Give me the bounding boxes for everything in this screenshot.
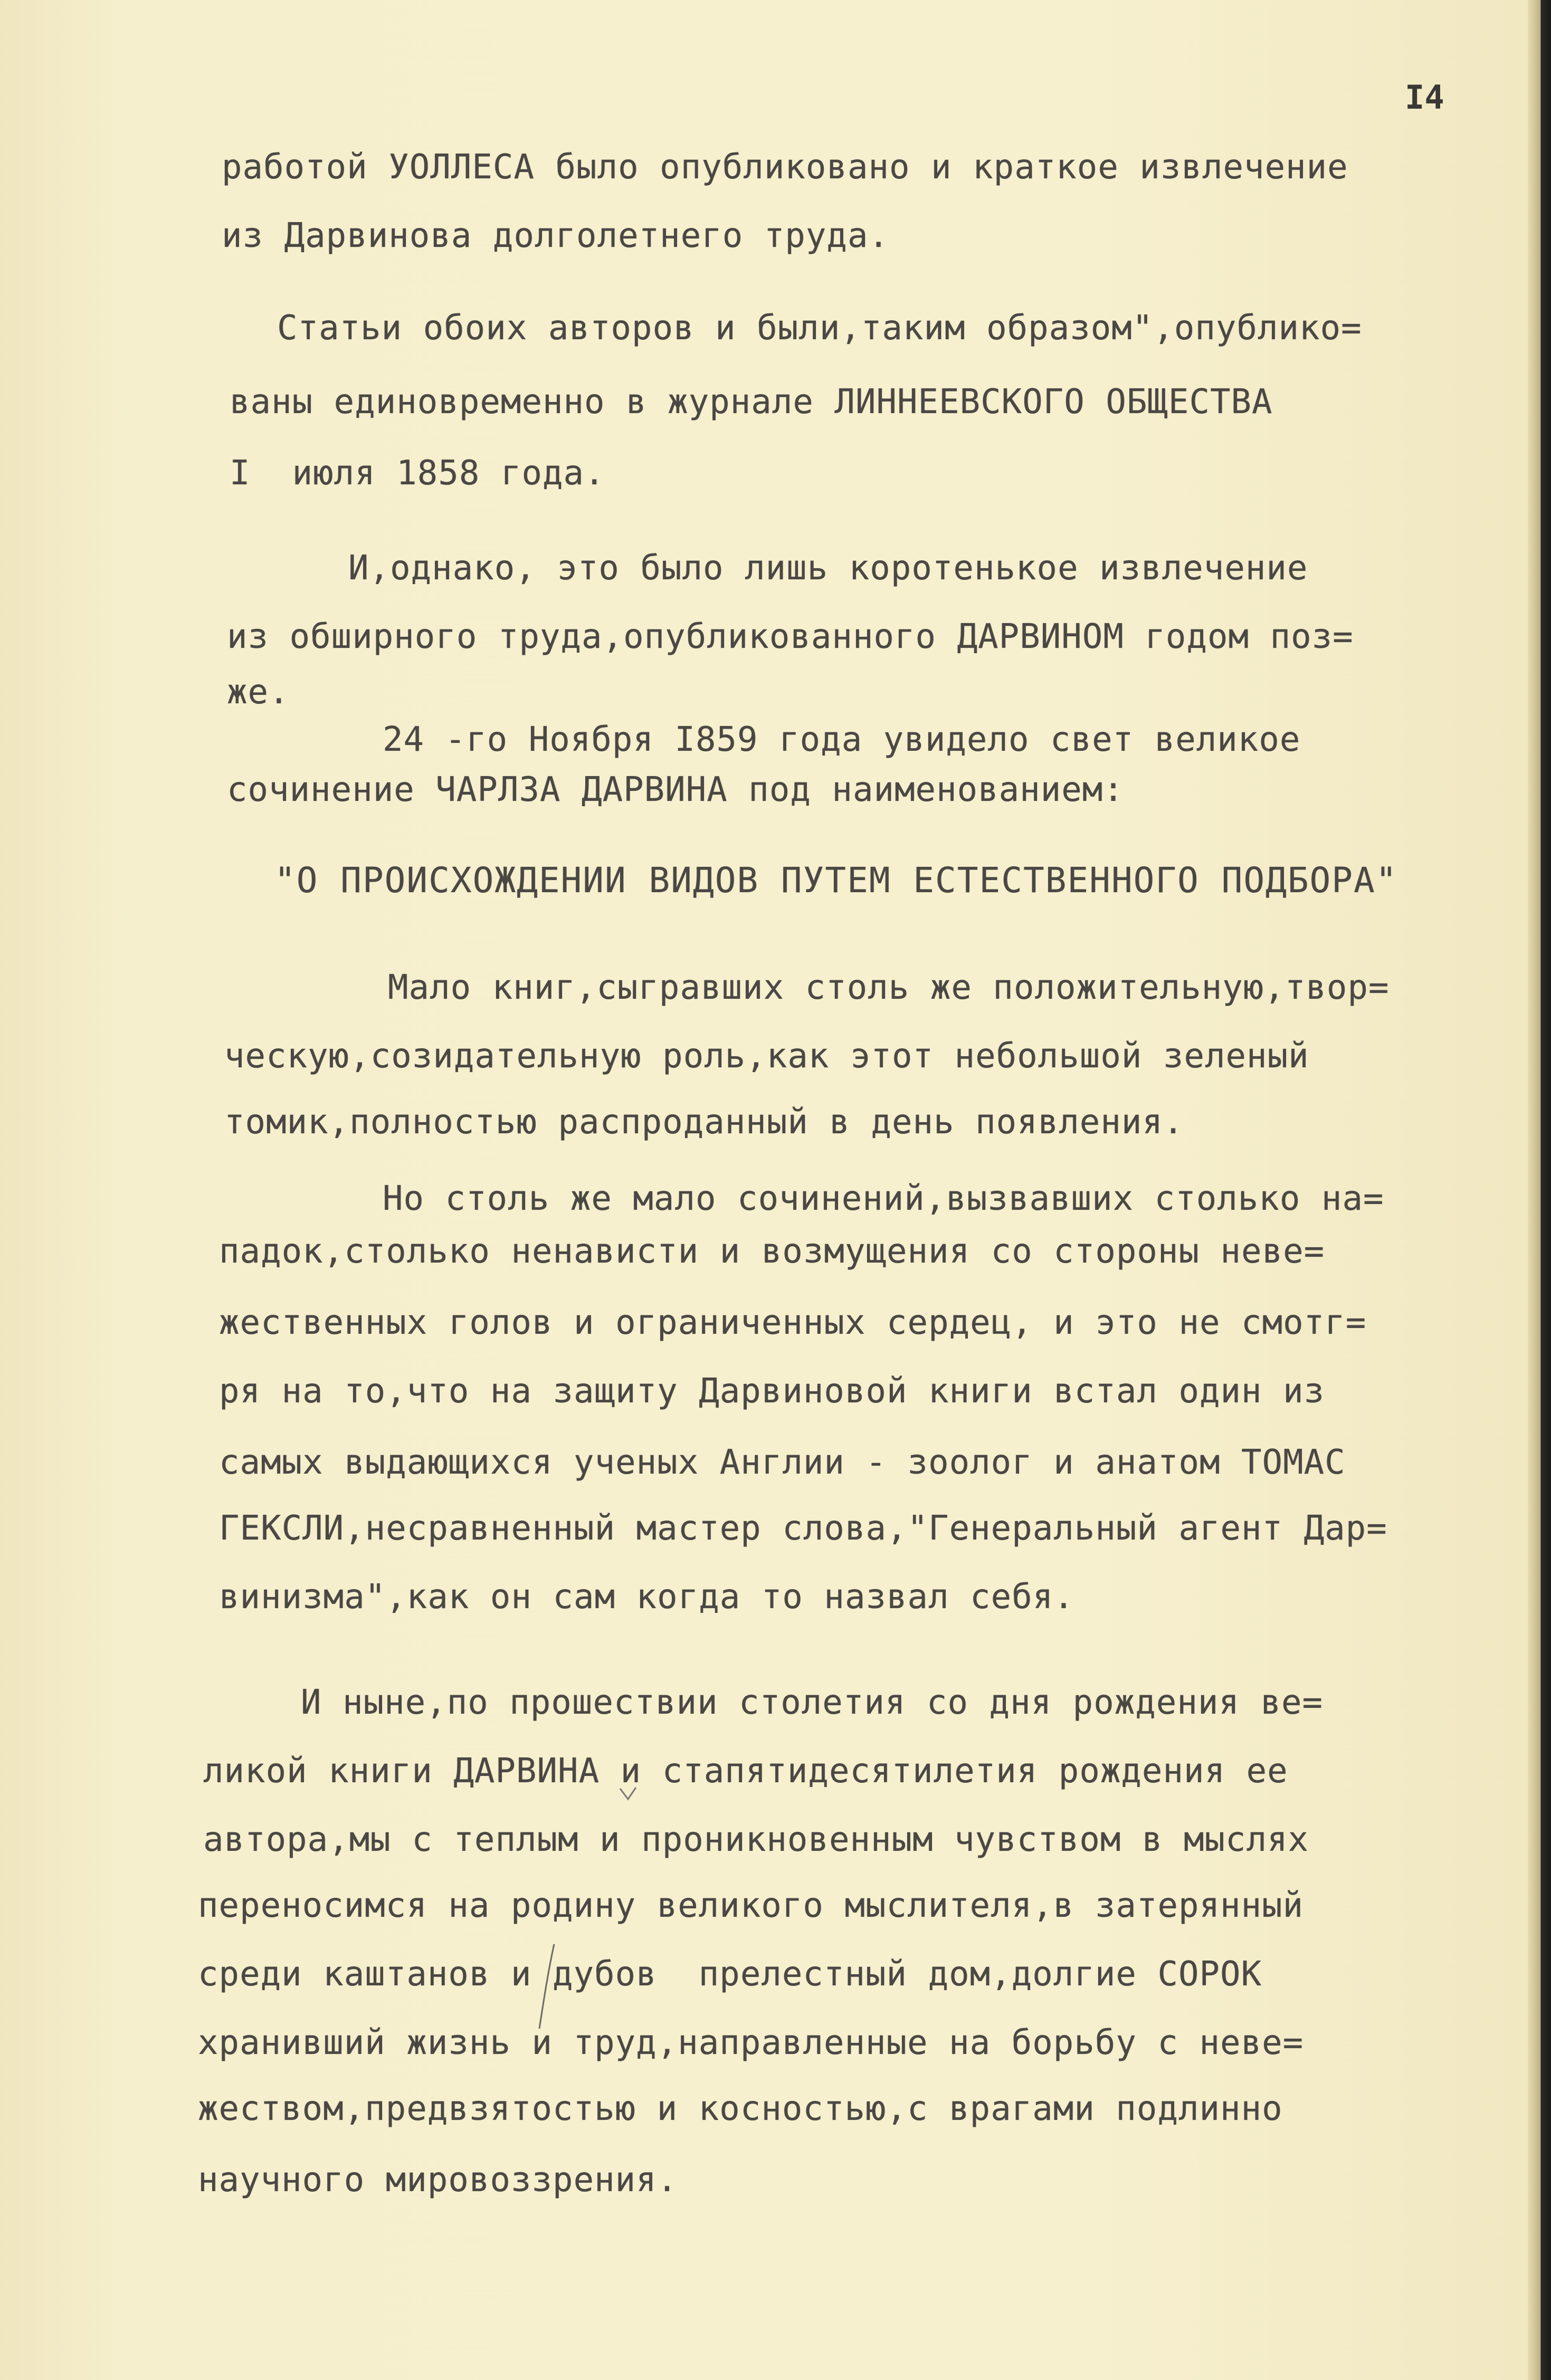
text-line: томик,полностью распроданный в день появления. <box>224 1103 1184 1142</box>
pencil-tick-mark <box>617 1783 639 1804</box>
page-binding-edge <box>1528 0 1551 2380</box>
text-line: автора,мы с теплым и проникновенным чувством в мыслях <box>203 1820 1309 1859</box>
text-line: I июля 1858 года. <box>230 454 605 493</box>
text-line: из обширного труда,опубликованного ДАРВИНОМ годом поз= <box>227 617 1354 656</box>
text-line: самых выдающихся ученых Англии - зоолог и анатом ТОМАС <box>219 1443 1346 1482</box>
text-line: 24 -го Ноября I859 года увидело свет великое <box>383 720 1301 759</box>
text-line: ваны единовременно в журнале ЛИННЕЕВСКОГО ОБЩЕСТВА <box>230 383 1273 422</box>
text-line: Мало книг,сыгравших столь же положительную,твор= <box>388 968 1390 1007</box>
text-line: научного мировоззрения. <box>198 2161 678 2200</box>
text-line: жественных голов и ограниченных сердец, и это не смотг= <box>219 1303 1367 1342</box>
text-line: И ныне,по прошествии столетия со дня рождения ве= <box>301 1683 1324 1722</box>
text-line: винизма",как он сам когда то назвал себя. <box>219 1578 1074 1617</box>
text-line: ря на то,что на защиту Дарвиновой книги встал один из <box>219 1372 1325 1411</box>
text-line: падок,столько ненависти и возмущения со стороны неве= <box>219 1232 1325 1271</box>
text-line: же. <box>227 673 290 712</box>
text-line: сочинение ЧАРЛЗА ДАРВИНА под наименованием: <box>227 770 1124 809</box>
text-line: ческую,созидательную роль,как этот небольшой зеленый <box>224 1037 1309 1076</box>
text-line: Статьи обоих авторов и были,таким образом",опублико= <box>277 309 1362 348</box>
text-line: хранивший жизнь и труд,направленные на борьбу с неве= <box>198 2023 1304 2062</box>
text-line: ликой книги ДАРВИНА и стапятидесятилетия рождения ее <box>203 1752 1288 1791</box>
text-line: Но столь же мало сочинений,вызвавших столько на= <box>383 1179 1384 1218</box>
text-line: И,однако, это было лишь коротенькое извлечение <box>348 549 1308 588</box>
text-line: из Дарвинова долголетнего труда. <box>222 216 889 255</box>
page-number: I4 <box>1405 78 1444 117</box>
text-line: работой УОЛЛЕСА было опубликовано и краткое извлечение <box>222 148 1348 187</box>
text-line: среди каштанов и дубов прелестный дом,долгие СОРОК <box>198 1955 1262 1994</box>
text-line: переносимся на родину великого мыслителя,в затерянный <box>198 1886 1304 1925</box>
text-line: ГЕКСЛИ,несравненный мастер слова,"Генеральный агент Дар= <box>219 1509 1387 1548</box>
text-line: жеством,предвзятостью и косностью,с врагами подлинно <box>198 2089 1283 2128</box>
pencil-mark <box>533 1942 565 2031</box>
book-title-line: "О ПРОИСХОЖДЕНИИ ВИДОВ ПУТЕМ ЕСТЕСТВЕННОГО ПОДБОРА" <box>274 860 1398 901</box>
